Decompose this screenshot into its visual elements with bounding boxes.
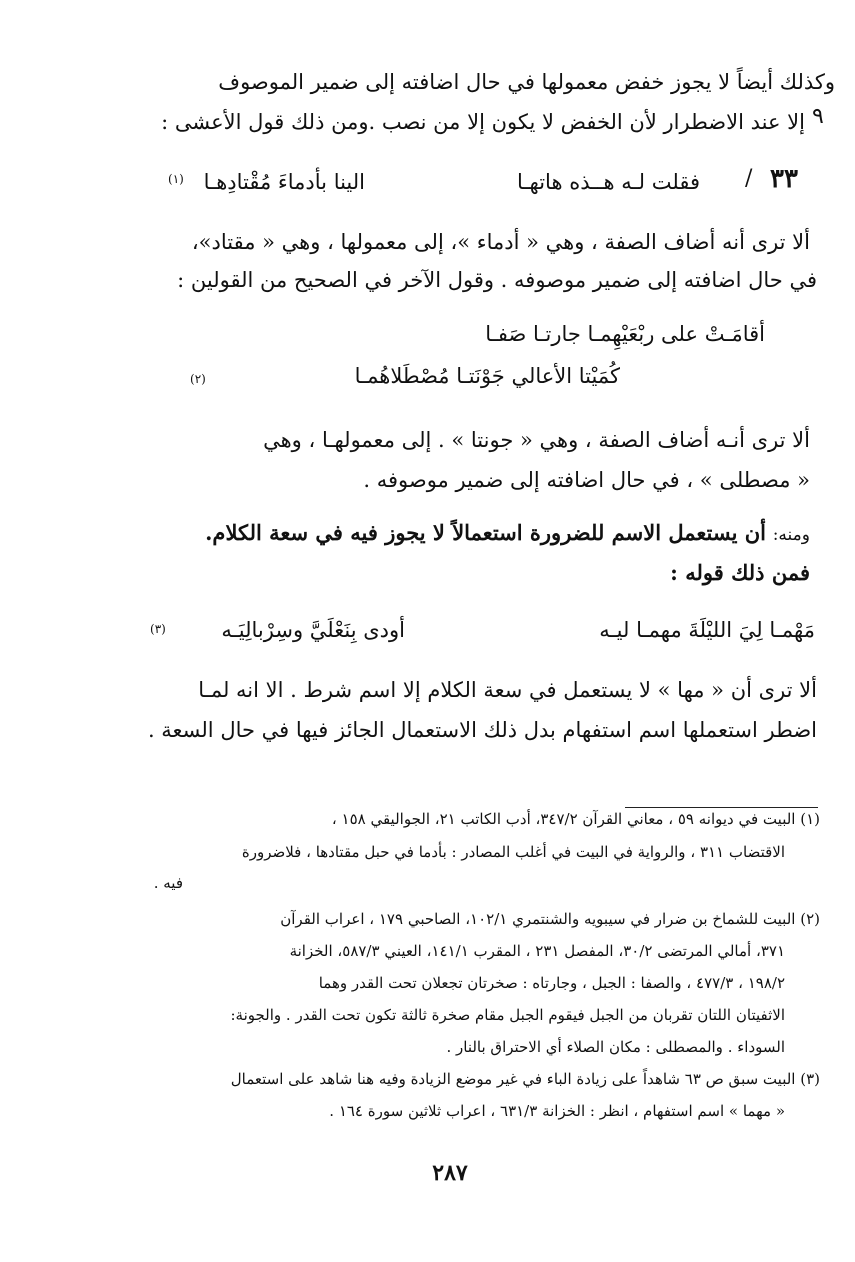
verse-hemistich-first: أقامَـتْ على ربْعَيْهِمـا جارتـا صَفـا xyxy=(485,322,765,346)
bold-statement: أن يستعمل الاسم للضرورة استعمالاً لا يجوز فيه في سعة الكلام. xyxy=(205,520,767,545)
body-line: فمن ذلك قوله : xyxy=(670,560,810,585)
verse-number: ٣٣ xyxy=(770,164,798,194)
para-prefix: ومنه: xyxy=(772,525,810,545)
footnote-line: فيه . xyxy=(153,874,183,892)
page-number: ٢٨٧ xyxy=(432,1160,468,1186)
body-line: اضطر استعملها اسم استفهام بدل ذلك الاستعمال الجائز فيها في حال السعة . xyxy=(147,718,817,742)
footnote-line: « مهما » اسم استفهام ، انظر : الخزانة ٦٣١/٣ ، اعراب ثلاثين سورة ١٦٤ . xyxy=(329,1102,785,1120)
body-line: في حال اضافته إلى ضمير موصوفه . وقول الآخر في الصحيح من القولين : xyxy=(177,268,817,292)
footnote-line: (١) البيت في ديوانه ٥٩ ، معاني القرآن ٣٤٧/٢، أدب الكاتب ٢١، الجواليقي ١٥٨ ، xyxy=(331,810,820,828)
verse-separator: / xyxy=(745,166,753,191)
body-line: وكذلك أيضاً لا يجوز خفض معمولها في حال اضافته إلى ضمير الموصوف xyxy=(218,70,835,94)
footnote-line: ٣٧١، أمالي المرتضى ٣٠/٢، المفصل ٢٣١ ، المقرب ١٤١/١، العيني ٥٨٧/٣، الخزانة xyxy=(289,942,785,960)
verse-hemistich-second: الينا بأدماءَ مُقْتادِهـا xyxy=(203,170,365,194)
body-line: « مصطلى » ، في حال اضافته إلى ضمير موصوفه . xyxy=(363,468,810,492)
footnote-line: ١٩٨/٢ ، ٤٧٧/٣ ، والصفا : الجبل ، وجارتاه : صخرتان تجعلان تحت القدر وهما xyxy=(318,974,785,992)
margin-mark: ٩ xyxy=(812,104,824,129)
verse-hemistich-second: كُمَيْتا الأعالي جَوْنَتـا مُصْطَلاهُمـا xyxy=(354,364,620,388)
body-line: إلا عند الاضطرار لأن الخفض لا يكون إلا من نصب .ومن ذلك قول الأعشى : xyxy=(161,110,805,134)
footnote-rule xyxy=(625,807,818,808)
body-line xyxy=(205,520,810,545)
footnote-line: الاقتضاب ٣١١ ، والرواية في البيت في أغلب المصادر : بأدما في حبل مقتادها ، فلاضرورة xyxy=(241,843,785,861)
footnote-ref: (٣) xyxy=(150,622,166,636)
footnote-line: الاثفيتان اللتان تقربان من الجبل فيقوم الجبل مقام صخرة ثالثة تكون تحت القدر . والجونة: xyxy=(230,1006,785,1024)
verse-hemistich-first: فقلت لـه هــذه هاتهـا xyxy=(516,170,700,194)
footnote-line: (٢) البيت للشماخ بن ضرار في سيبويه والشنتمري ١٠٢/١، الصاحبي ١٧٩ ، اعراب القرآن xyxy=(280,910,820,928)
verse-hemistich-first: مَهْمـا لِيَ الليْلَةَ مهمـا ليـه xyxy=(599,618,815,642)
body-line: ألا ترى أن « مها » لا يستعمل في سعة الكلام إلا اسم شرط . الا انه لمـا xyxy=(198,678,817,702)
footnote-line: (٣) البيت سبق ص ٦٣ شاهداً على زيادة الباء في غير موضع الزيادة وفيه هنا شاهد على استعمال xyxy=(230,1070,820,1088)
body-line: ألا ترى أنـه أضاف الصفة ، وهي « جونتا » . إلى معمولهـا ، وهي xyxy=(263,428,810,452)
footnote-ref: (١) xyxy=(168,172,184,186)
verse-hemistich-second: أودى بِنَعْلَيَّ وسِرْبالِيَـه xyxy=(221,618,405,642)
footnote-ref: (٢) xyxy=(190,372,206,386)
footnote-line: السوداء . والمصطلى : مكان الصلاء أي الاحتراق بالنار . xyxy=(446,1038,785,1056)
body-line: ألا ترى أنه أضاف الصفة ، وهي « أدماء »، إلى معمولها ، وهي « مقتاد»، xyxy=(191,230,810,254)
